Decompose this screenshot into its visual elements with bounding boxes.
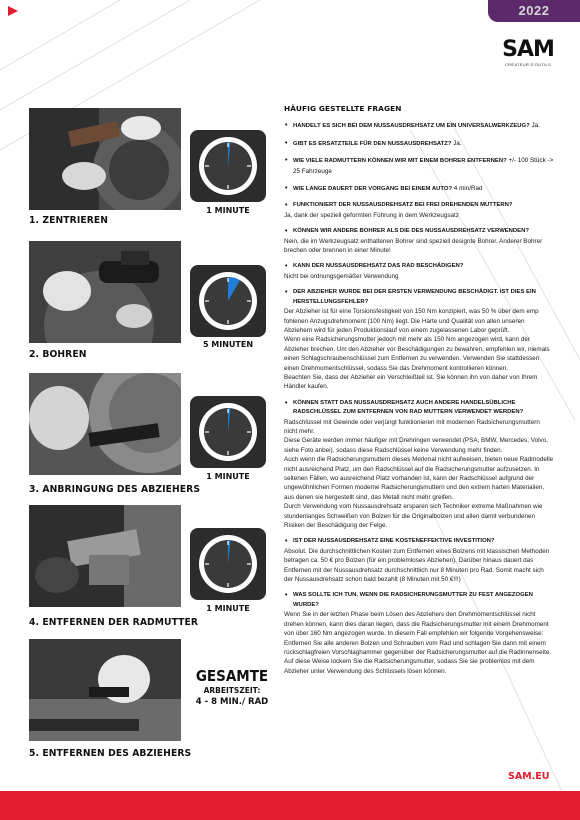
faq-item	[284, 537, 554, 584]
step-2-duration: 5 MINUTEN	[202, 340, 254, 349]
faq-item	[284, 156, 554, 177]
faq-question-text: WAS SOLLTE ICH TUN, WENN DIE RADSICHERUNGSMUTTER ZU FEST ANGEZOGEN WURDE?	[293, 592, 533, 608]
faq-question	[284, 139, 554, 149]
faq-question	[284, 156, 554, 177]
step-5-photo	[29, 639, 181, 741]
faq-item	[284, 139, 554, 149]
stopwatch-icon	[196, 134, 260, 198]
faq-answer	[284, 237, 554, 256]
step-2-label: 2. BOHREN	[29, 349, 87, 360]
faq-item	[284, 121, 554, 131]
faq-answer-paragraph: Nein, die im Werkzeugsatz enthaltenen Bohrer sind speziell designte Bohrer. Anderer Bohrer brechen oder brennen in einer Minute!	[284, 237, 543, 255]
step-1-timer	[190, 130, 266, 202]
faq-question	[284, 262, 554, 271]
faq-question-text: GIBT ES ERSATZTEILE FÜR DEN NUSSAUSDREHSATZ?	[293, 140, 452, 147]
step-3-timer	[190, 396, 266, 468]
faq-answer-paragraph: Wenn eine Radsicherungsmutter jedoch mit mehr als 150 Nm angezogen wird, kann der Abzieher brechen. Um den Abzieher vor Beschädigungen zu bewahren, empfehlen wir, niemals einen Schlagschraubenschlüssel zum Entfernen zu verwenden. Verwenden Sie stattdessen einen Drehmomentschlüssel, sodass Sie das Drehmoment kontrollieren können.	[284, 336, 550, 372]
faq-item	[284, 288, 554, 391]
faq-question-text: IST DER NUSSAUSDREHSATZ EINE KOSTENEFFEKTIVE INVESTITION?	[293, 538, 495, 545]
step-3-duration: 1 MINUTE	[206, 472, 250, 481]
faq-inline-answer: Ja.	[451, 139, 462, 147]
step-1-duration: 1 MINUTE	[206, 206, 250, 215]
faq-answer	[284, 418, 554, 531]
faq-question-text: WIE VIELE RADMUTTERN KÖNNEN WIR MIT EINEM BOHRER ENTFERNEN?	[293, 158, 507, 165]
step-5-label: 5. ENTFERNEN DES ABZIEHERS	[29, 748, 192, 759]
faq-item	[284, 591, 554, 676]
faq-answer-paragraph: Auch wenn die Radsicherungsmuttern dieses Merkmal nicht aufweisen, bieten neue Radmodelle nicht ausreichend Platz, um den Radschlüssel auf die Radsicherungsmutter aufzusetzen. In seltenen Fällen, wo ausreichend Platz vorhanden ist, kann der Radschlüssel aufgrund der ungewöhnlichen Formen moderne Radsicherungsmuttern und den extrem harten Materialien, aus denen sie hergestellt sind, das Metall nicht mehr greifen.	[284, 456, 554, 501]
faq-answer-paragraph: Durch Verwendung vom Nussausdrehsatz ersparen sich Techniker extreme Maßnahmen wie stundenlanges Schweißen von Bolzen für die Originalbolzen und allen damit verbundenen Risiken der Beschädigung der Felge.	[284, 503, 543, 530]
faq-answer	[284, 272, 554, 281]
faq-answer-paragraph: Der Abzieher ist für eine Torsionsfestigkeit von 150 Nm konzipiert, was 50 % über dem emp fohlenen Anzugsdrehmoment (100 Nm) liegt. Die Härte und Qualität von allen unseren Abziehern wird für jeden Produktionslauf von einem zugelassenen Labor geprüft.	[284, 308, 539, 334]
logo-tagline: CRÉATEUR D'OUTILS	[504, 62, 552, 67]
faq-question	[284, 184, 554, 194]
stopwatch-icon	[196, 269, 260, 333]
step-4-timer	[190, 528, 266, 600]
step-4-duration: 1 MINUTE	[206, 604, 250, 613]
step-4-label: 4. ENTFERNEN DER RADMUTTER	[29, 617, 199, 628]
faq-question-text: WIE LANGE DAUERT DER VORGANG BEI EINEM AUTO?	[293, 186, 453, 193]
step-1-photo	[29, 108, 181, 210]
faq-answer	[284, 211, 554, 220]
faq-question	[284, 288, 554, 307]
faq-question	[284, 399, 554, 418]
faq-question	[284, 591, 554, 610]
faq-section	[284, 104, 554, 683]
footer-bar	[0, 791, 580, 820]
total-title: GESAMTE	[195, 667, 269, 685]
faq-answer-paragraph: Diese Geräte werden immer häufiger mit Drehringen verwendet (PSA, BMW, Mercedes, Volvo, siehe Foto anbei), sodass diese Radschlüssel keine Verwendung mehr finden.	[284, 437, 548, 454]
faq-answer-paragraph: Ja, dank der speziell geformten Führung in dem Werkzeugsatz	[284, 211, 459, 219]
stopwatch-icon	[196, 532, 260, 596]
step-2-timer	[190, 265, 266, 337]
arrow-icon	[6, 4, 20, 18]
faq-title: HÄUFIG GESTELLTE FRAGEN	[284, 104, 402, 113]
step-2-photo	[29, 241, 181, 343]
year-tab: 2022	[488, 0, 580, 22]
faq-inline-answer: +/- 100 Stück -> 25 Fahrzeuge	[293, 157, 554, 175]
faq-question	[284, 537, 554, 546]
step-1-label: 1. ZENTRIEREN	[29, 215, 109, 226]
stopwatch-icon	[196, 400, 260, 464]
faq-answer	[284, 307, 554, 392]
faq-answer-paragraph: Wenn Sie in der letzten Phase beim Lösen des Abziehers den Drehmomentschlüssel nicht drehen können, kann dies daran liegen, dass die Radsicherungsmutter mit einem Drehmoment von über 160 Nm angezogen wurde. In diesem Fall empfehlen wir folgende Vorgehensweise: Entfernen Sie alle anderen Bolzen und Schrauben vom Rad und schlagen Sie dann mit einem rückschlagfreien Vorschlaghammer gegenüber der Radsicherungsmutter auf die Radinnenseite. Auf diese Weise lockern Sie die Radsicherungsmutter, sodass Sie sie problemlos mit dem Abzieher unter Verwendung des Schlüssels lösen können.	[284, 611, 552, 675]
total-subtitle: ARBEITSZEIT:	[203, 686, 261, 695]
faq-question	[284, 121, 554, 131]
faq-question	[284, 227, 554, 236]
faq-item	[284, 262, 554, 281]
total-worktime	[188, 667, 276, 708]
faq-inline-answer: Ja.	[529, 122, 540, 130]
faq-list	[284, 121, 554, 676]
step-3-label: 3. ANBRINGUNG DES ABZIEHERS	[29, 484, 201, 495]
faq-question-text: KANN DER NUSSAUSDREHSATZ DAS RAD BESCHÄDIGEN?	[293, 263, 464, 270]
faq-answer	[284, 610, 554, 676]
faq-question-text: DER ABZIEHER WURDE BEI DER ERSTEN VERWENDUNG BESCHÄDIGT. IST DIES EIN HERSTELLUNGSFEHLER?	[293, 289, 536, 305]
faq-item	[284, 184, 554, 194]
website-link[interactable]: SAM.EU	[508, 771, 550, 782]
faq-answer	[284, 547, 554, 585]
step-3-photo	[29, 373, 181, 475]
faq-inline-answer: 4 min/Rad	[452, 185, 483, 193]
sam-logo	[498, 39, 558, 67]
faq-answer-paragraph: Nicht bei ordnungsgemäßer Verwendung	[284, 272, 399, 280]
faq-question-text: HANDELT ES SICH BEI DEM NUSSAUSDREHSATZ UM EIN UNIVERSALWERKZEUG?	[293, 123, 530, 130]
faq-answer-paragraph: Radschlüssel mit Gewinde oder verjüngt funktionieren mit modernen Radsicherungsmuttern nicht mehr.	[284, 418, 540, 435]
faq-item	[284, 201, 554, 220]
faq-item	[284, 399, 554, 531]
step-4-photo	[29, 505, 181, 607]
faq-question-text: KÖNNEN STATT DAS NUSSAUSDREHSATZ AUCH ANDERE HANDELSÜBLICHE RADSCHLÜSSEL ZUM ENTFERNEN VON RAD MUTTERN VERWENDET WERDEN?	[293, 399, 524, 416]
logo-wordmark: SAM	[502, 37, 554, 62]
faq-question-text: FUNKTIONIERT DER NUSSAUSDREHSATZ BEI FREI DREHENDEN MUTTERN?	[293, 202, 513, 209]
faq-question	[284, 201, 554, 210]
faq-question-text: KÖNNEN WIR ANDERE BOHRER ALS DIE DES NUSSAUSDREHSATZ VERWENDEN?	[293, 228, 529, 235]
faq-answer-paragraph: Absolut. Die durchschnittlichen Kosten zum Entfernen eines Bolzens mit klassischen Methoden betragen ca. 50 € pro Bolzen (für ein problemloses Abziehen). Darüber hinaus dauert das Entfernen mit der Nussausdrehsatz durchschnittlich nur 8 Minuten pro Rad. Somit macht sich der Nussausdrehsatz schon bald bezahlt (8 Minuten mit 50 €!!!)	[284, 547, 550, 584]
faq-answer-paragraph: Beachten Sie, dass der Abzieher ein Verschleißteil ist. Sie können ihn von daher von Ihrem Händler kaufen.	[284, 373, 538, 391]
faq-item	[284, 227, 554, 255]
total-range: 4 - 8 MIN./ RAD	[195, 697, 269, 707]
